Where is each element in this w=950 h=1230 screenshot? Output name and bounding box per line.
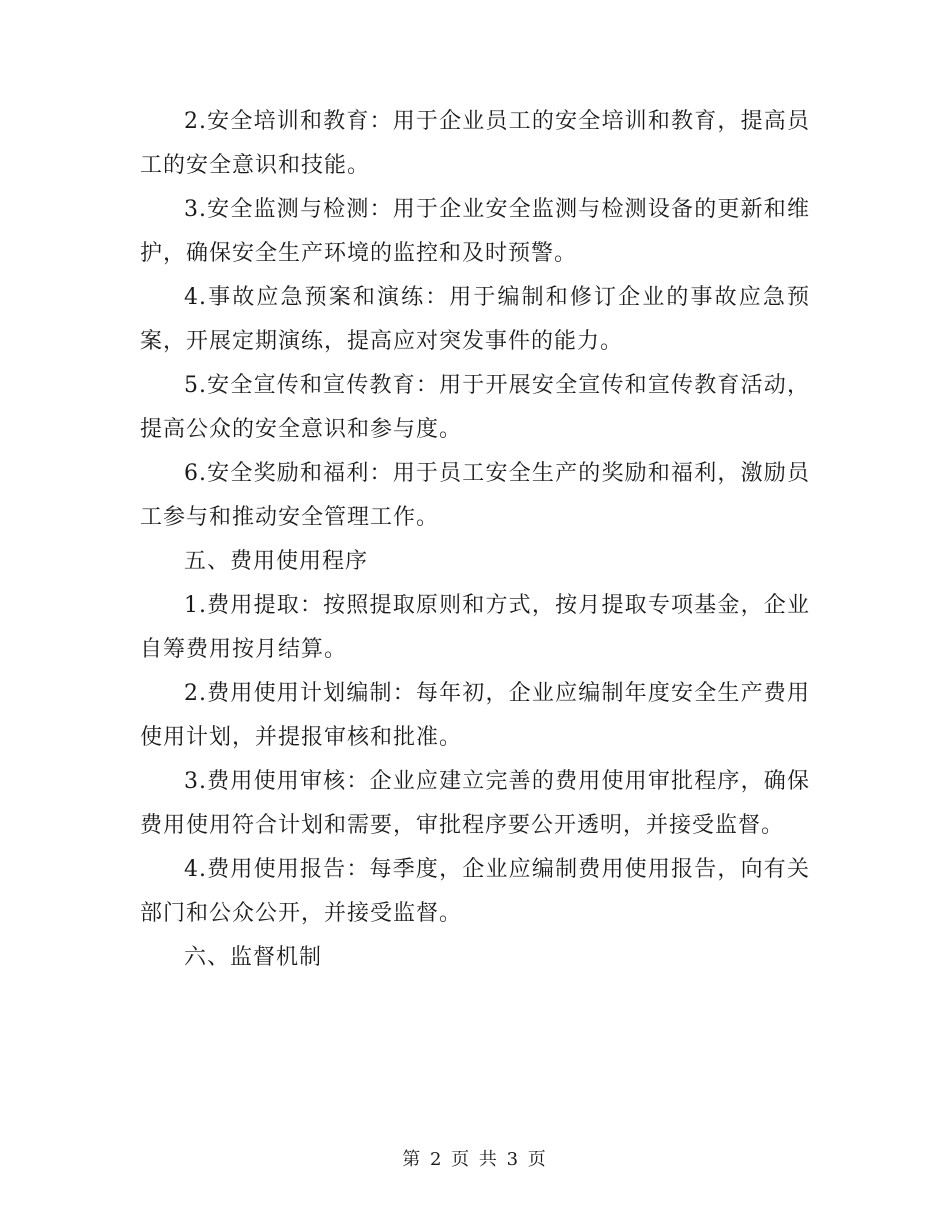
paragraph-fee-review: 3.费用使用审核：企业应建立完善的费用使用审批程序，确保费用使用符合计划和需要，审批程序要公开透明，并接受监督。 xyxy=(140,769,810,838)
paragraph-fee-report: 4.费用使用报告：每季度，企业应编制费用使用报告，向有关部门和公众公开，并接受监督。 xyxy=(140,857,810,926)
paragraph-safety-rewards: 6.安全奖励和福利：用于员工安全生产的奖励和福利，激励员工参与和推动安全管理工作。 xyxy=(140,461,810,530)
page-number-footer: 第 2 页 共 3 页 xyxy=(402,1149,548,1170)
paragraph-emergency-plan: 4.事故应急预案和演练：用于编制和修订企业的事故应急预案，开展定期演练，提高应对突发事件的能力。 xyxy=(140,285,810,354)
section-heading-supervision: 六、监督机制 xyxy=(184,945,323,970)
paragraph-safety-monitoring: 3.安全监测与检测：用于企业安全监测与检测设备的更新和维护，确保安全生产环境的监控和及时预警。 xyxy=(140,197,810,266)
paragraph-fee-plan: 2.费用使用计划编制：每年初，企业应编制年度安全生产费用使用计划，并提报审核和批准。 xyxy=(140,681,810,750)
document-body xyxy=(140,100,810,980)
paragraph-fee-extraction: 1.费用提取：按照提取原则和方式，按月提取专项基金，企业自筹费用按月结算。 xyxy=(140,593,810,662)
paragraph-safety-training: 2.安全培训和教育：用于企业员工的安全培训和教育，提高员工的安全意识和技能。 xyxy=(140,109,810,178)
paragraph-safety-publicity: 5.安全宣传和宣传教育：用于开展安全宣传和宣传教育活动，提高公众的安全意识和参与度。 xyxy=(140,373,810,442)
section-heading-fee-procedure: 五、费用使用程序 xyxy=(184,549,369,574)
